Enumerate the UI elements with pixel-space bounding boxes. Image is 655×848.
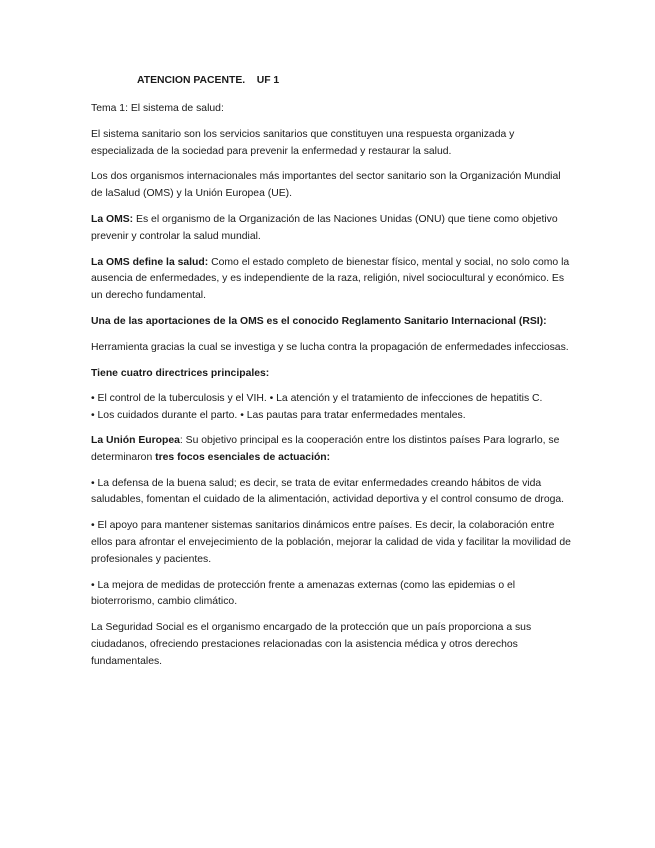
directrices-line-1: • El control de la tuberculosis y el VIH. • La atención y el tratamiento de infecciones de hepatitis C. bbox=[91, 393, 543, 405]
paragraph-sistema-sanitario: El sistema sanitario son los servicios sanitarios que constituyen una respuesta organizada y especializada de la sociedad para prevenir la enfermedad y restaurar la salud. bbox=[91, 128, 515, 157]
topic-heading: Tema 1: El sistema de salud: bbox=[91, 103, 224, 114]
paragraph-union-europea bbox=[91, 433, 571, 467]
paragraph-directrices-heading bbox=[91, 366, 571, 383]
oms-salud-label: La OMS define la salud: bbox=[91, 256, 209, 268]
paragraph-herramienta: Herramienta gracias la cual se investiga y se lucha contra la propagación de enfermedades infecciosas. bbox=[91, 341, 569, 353]
ue-focos-label: tres focos esenciales de actuación: bbox=[155, 451, 331, 463]
oms-text: Es el organismo de la Organización de las Naciones Unidas (ONU) que tiene como objetivo prevenir y controlar la salud mundial. bbox=[91, 213, 558, 242]
paragraph-foco-2: • El apoyo para mantener sistemas sanitarios dinámicos entre países. Es decir, la colaboración entre ellos para afrontar el envejecimiento de la población, mejorar la calidad de vida y facilitar la movilidad de profesionales y pacientes. bbox=[91, 520, 571, 565]
paragraph-foco-3: • La mejora de medidas de protección frente a amenazas externas (como las epidemias o el bioterrorismo, cambio climático. bbox=[91, 579, 516, 608]
directrices-label: Tiene cuatro directrices principales: bbox=[91, 367, 270, 379]
paragraph-oms bbox=[91, 212, 571, 246]
oms-salud-text: Como el estado completo de bienestar físico, mental y social, no solo como la ausencia de enfermedades, y es independiente de la raza, religión, nivel sociocultural y económico. Es un derecho fundamental. bbox=[91, 256, 570, 302]
ue-text: : Su objetivo principal es la cooperación entre los distintos países Para lograrlo, se determinaron bbox=[91, 434, 560, 463]
paragraph-rsi bbox=[91, 314, 571, 331]
paragraph-oms-salud bbox=[91, 255, 571, 305]
rsi-text: Una de las aportaciones de la OMS es el conocido Reglamento Sanitario Internacional (RSI): bbox=[91, 315, 547, 327]
oms-label: La OMS: bbox=[91, 213, 134, 225]
document-body bbox=[91, 73, 571, 680]
paragraph-seguridad-social: La Seguridad Social es el organismo encargado de la protección que un país proporciona a sus ciudadanos, ofreciendo prestaciones relacionadas con la asistencia médica y otros derechos fundamentales. bbox=[91, 622, 532, 667]
paragraph-organismos: Los dos organismos internacionales más importantes del sector sanitario son la Organización Mundial de laSalud (OMS) y la Unión Europea (UE). bbox=[91, 171, 561, 200]
paragraph-directrices-list bbox=[91, 391, 571, 425]
directrices-line-2: • Los cuidados durante el parto. • Las pautas para tratar enfermedades mentales. bbox=[91, 410, 466, 422]
ue-label: La Unión Europea bbox=[91, 434, 180, 446]
document-title: ATENCION PACENTE. UF 1 bbox=[137, 75, 280, 86]
paragraph-foco-1: • La defensa de la buena salud; es decir, se trata de evitar enfermedades creando hábitos de vida saludables, fomentan el cuidado de la alimentación, actividad deportiva y el control consumo de droga. bbox=[91, 477, 565, 506]
